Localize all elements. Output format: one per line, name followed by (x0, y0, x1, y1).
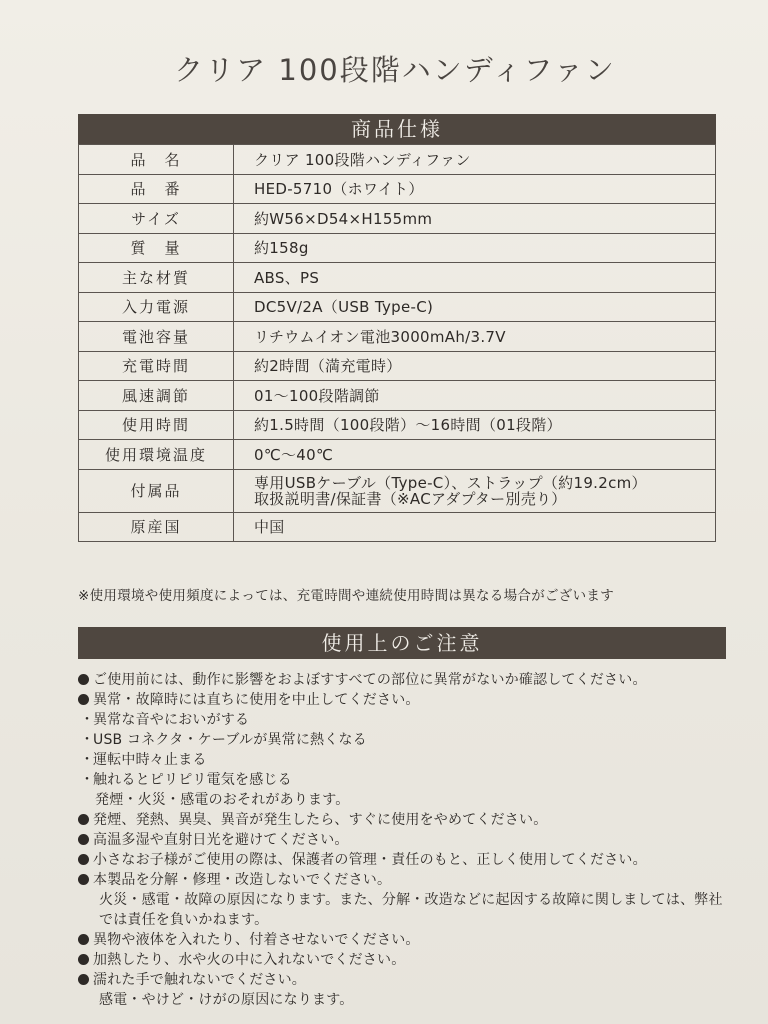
bullet-icon (78, 810, 93, 830)
caution-text: 本製品を分解・修理・改造しないでください。 (93, 872, 392, 888)
spec-section-header: 商品仕様 (78, 114, 716, 144)
caution-text: 触れるとピリピリ電気を感じる (93, 772, 292, 788)
spec-row-size (79, 204, 716, 234)
spec-value: 約158g (234, 233, 716, 263)
spec-row-name (79, 145, 716, 175)
spec-row-power-input (79, 292, 716, 322)
caution-item (78, 810, 738, 830)
dot-icon (78, 750, 93, 770)
spec-row-charge-time (79, 351, 716, 381)
spec-row-weight (79, 233, 716, 263)
spec-value: ABS、PS (234, 263, 716, 293)
spec-label: 入力電源 (79, 292, 234, 322)
bullet-icon (78, 950, 93, 970)
caution-list (78, 670, 738, 1010)
caution-text: 小さなお子様がご使用の際は、保護者の管理・責任のもと、正しく使用してください。 (93, 852, 647, 868)
caution-item (78, 950, 738, 970)
caution-text: 異常な音やにおいがする (93, 712, 250, 728)
caution-subitem (78, 770, 738, 790)
spec-value: クリア 100段階ハンディファン (234, 145, 716, 175)
product-title: クリア 100段階ハンディファン (174, 53, 616, 87)
bullet-icon (78, 830, 93, 850)
spec-value: 約W56×D54×H155mm (234, 204, 716, 234)
caution-section-header: 使用上のご注意 (78, 627, 726, 659)
caution-text: 発煙・火災・感電のおそれがあります。 (95, 792, 350, 808)
caution-subitem (78, 710, 738, 730)
bullet-icon (78, 970, 93, 990)
caution-continuation (78, 790, 738, 810)
bullet-icon (78, 850, 93, 870)
caution-item (78, 970, 738, 990)
caution-item (78, 930, 738, 950)
spec-value: リチウムイオン電池3000mAh/3.7V (234, 322, 716, 352)
spec-label: 品 番 (79, 174, 234, 204)
spec-label: 質 量 (79, 233, 234, 263)
dot-icon (78, 770, 93, 790)
caution-continuation (78, 890, 738, 910)
spec-value: DC5V/2A（USB Type-C) (234, 292, 716, 322)
spec-footnote: ※使用環境や使用頻度によっては、充電時間や連続使用時間は異なる場合がございます (78, 588, 615, 604)
caution-continuation (78, 910, 738, 930)
dot-icon (78, 710, 93, 730)
caution-text: 発煙、発熱、異臭、異音が発生したら、すぐに使用をやめてください。 (93, 812, 548, 828)
caution-item (78, 870, 738, 890)
caution-text: 火災・感電・故障の原因になります。また、分解・改造などに起因する故障に関しましては、弊社 (99, 892, 723, 908)
spec-row-operating-temperature (79, 440, 716, 470)
caution-text: 異常・故障時には直ちに使用を中止してください。 (93, 692, 420, 708)
caution-continuation (78, 990, 738, 1010)
spec-value: 中国 (234, 512, 716, 542)
caution-item (78, 670, 738, 690)
spec-row-accessories (79, 469, 716, 512)
spec-row-usage-time (79, 410, 716, 440)
spec-row-wind-speed (79, 381, 716, 411)
caution-text: USB コネクタ・ケーブルが異常に熱くなる (93, 732, 367, 748)
caution-subitem (78, 730, 738, 750)
spec-label: 使用時間 (79, 410, 234, 440)
spec-row-country-of-origin (79, 512, 716, 542)
spec-value: 約2時間（満充電時） (234, 351, 716, 381)
caution-text: 異物や液体を入れたり、付着させないでください。 (93, 932, 420, 948)
caution-item (78, 850, 738, 870)
spec-value-line: 取扱説明書/保証書（※ACアダプター別売り） (254, 489, 567, 508)
spec-value: HED-5710（ホワイト） (234, 174, 716, 204)
bullet-icon (78, 690, 93, 710)
spec-label: 充電時間 (79, 351, 234, 381)
dot-icon (78, 730, 93, 750)
spec-row-battery-capacity (79, 322, 716, 352)
spec-label: 付属品 (79, 469, 234, 512)
caution-text: ご使用前には、動作に影響をおよぼすすべての部位に異常がないか確認してください。 (93, 672, 647, 688)
caution-text: 運転中時々止まる (93, 752, 207, 768)
spec-row-material (79, 263, 716, 293)
spec-label: 電池容量 (79, 322, 234, 352)
spec-label: 使用環境温度 (79, 440, 234, 470)
spec-value-line: 専用USBケーブル（Type-C）、ストラップ（約19.2cm） (254, 473, 647, 492)
caution-text: 加熱したり、水や火の中に入れないでください。 (93, 952, 406, 968)
caution-item (78, 690, 738, 710)
spec-row-model-number (79, 174, 716, 204)
spec-label: 品 名 (79, 145, 234, 175)
bullet-icon (78, 870, 93, 890)
caution-subitem (78, 750, 738, 770)
bullet-icon (78, 930, 93, 950)
bullet-icon (78, 670, 93, 690)
spec-label: 風速調節 (79, 381, 234, 411)
spec-label: 原産国 (79, 512, 234, 542)
caution-text: 濡れた手で触れないでください。 (93, 972, 306, 988)
spec-label: サイズ (79, 204, 234, 234)
spec-table (78, 144, 716, 542)
spec-label: 主な材質 (79, 263, 234, 293)
caution-text: 高温多湿や直射日光を避けてください。 (93, 832, 349, 848)
caution-text: では責任を負いかねます。 (99, 912, 269, 928)
caution-text: 感電・やけど・けがの原因になります。 (99, 992, 354, 1008)
spec-value: 0℃〜40℃ (234, 440, 716, 470)
spec-value: 約1.5時間（100段階）〜16時間（01段階） (234, 410, 716, 440)
caution-item (78, 830, 738, 850)
spec-value: 01〜100段階調節 (234, 381, 716, 411)
spec-value (234, 469, 716, 512)
